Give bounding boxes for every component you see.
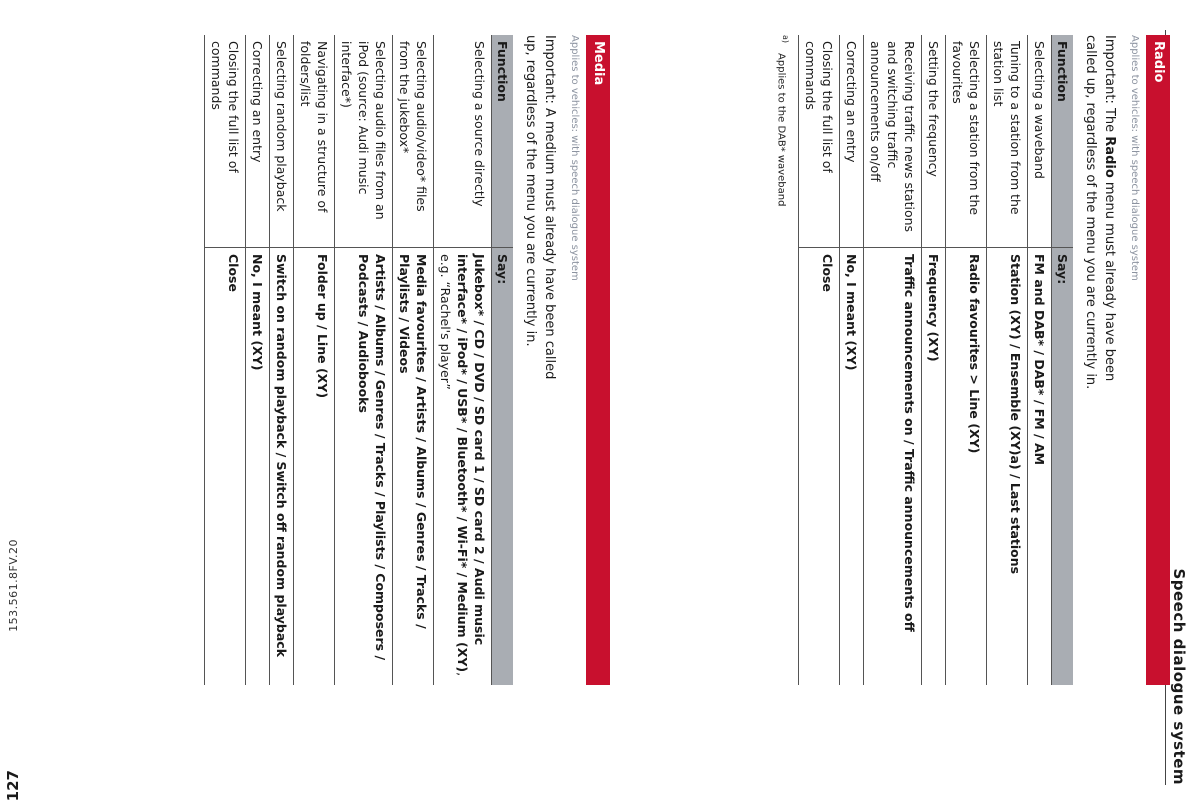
- media-say-cell: [270, 248, 294, 686]
- radio-say-cell: [1028, 248, 1052, 686]
- radio-intro: Important: The Radio menu must already have been called up, regardless of the menu you are currently in.: [1083, 35, 1117, 390]
- media-function-cell: Selecting audio/video* files from the jukebox*: [393, 35, 434, 248]
- radio-say-command: Station (XY) / Ensemble (XY)a) / Last stations: [1008, 254, 1023, 575]
- radio-say-cell: [864, 248, 922, 686]
- media-table-row: [434, 35, 492, 685]
- radio-section: [776, 35, 1170, 685]
- media-function-cell: Selecting random playback: [270, 35, 294, 248]
- media-table-header: [492, 35, 514, 685]
- media-function-cell: Selecting audio files from an iPod (source: Audi music interface*): [335, 35, 393, 248]
- radio-function-cell: Selecting a waveband: [1028, 35, 1052, 248]
- media-say-command: Switch on random playback / Switch off random playback: [274, 254, 289, 658]
- radio-say-cell: [840, 248, 864, 686]
- radio-say-command: Close: [820, 254, 835, 292]
- media-say-cell: [393, 248, 434, 686]
- radio-table-row: [840, 35, 864, 685]
- media-section: [204, 35, 610, 685]
- radio-footnote: $^{a)}$Applies to the DAB* waveband: [775, 35, 790, 207]
- radio-table-header: [1052, 35, 1074, 685]
- media-say-cell: [205, 248, 246, 686]
- chapter-title: Speech dialogue system: [1170, 568, 1188, 785]
- media-header-function: Function: [492, 35, 514, 248]
- media-say-command: Artists / Albums / Genres / Tracks / Playlists / Composers / Podcasts / Audiobooks: [356, 254, 388, 661]
- radio-say-cell: [946, 248, 987, 686]
- radio-function-cell: Receiving traffic news stations and switching traffic announcements on/off: [864, 35, 922, 248]
- media-table-row: [205, 35, 246, 685]
- media-say-command: No, I meant (XY): [250, 254, 265, 371]
- radio-table-row: [1028, 35, 1052, 685]
- media-say-command: Media favourites / Artists / Albums / Genres / Tracks / Playlists / Videos: [397, 254, 429, 629]
- media-say-command: Close: [226, 254, 241, 292]
- radio-function-cell: Tuning to a station from the station list: [987, 35, 1028, 248]
- radio-header-function: Function: [1052, 35, 1074, 248]
- radio-table: [798, 35, 1073, 685]
- document-code: 153.561.8FV.20: [7, 539, 20, 632]
- media-table-row: [294, 35, 335, 685]
- radio-intro-bold: Radio: [1102, 136, 1117, 178]
- media-section-title: Media: [586, 35, 610, 685]
- media-say-command: Jukebox* / CD / DVD / SD card 1 / SD card 2 / Audi music interface* / iPod* / USB* / Bluetooth* / Wi-Fi* / Medium (XY): [455, 254, 487, 673]
- media-function-cell: Selecting a source directly: [434, 35, 492, 248]
- media-say-cell: [246, 248, 270, 686]
- media-table-row: [246, 35, 270, 685]
- media-say-cell: [434, 248, 492, 686]
- media-table-row: [393, 35, 434, 685]
- media-table: [204, 35, 513, 685]
- radio-function-cell: Correcting an entry: [840, 35, 864, 248]
- media-say-note: , e.g. “Rachel's player”: [438, 254, 470, 677]
- radio-table-row: [799, 35, 840, 685]
- media-table-row: [335, 35, 393, 685]
- radio-function-cell: Closing the full list of commands: [799, 35, 840, 248]
- radio-say-command: No, I meant (XY): [844, 254, 859, 371]
- radio-applies: Applies to vehicles: with speech dialogue system: [1129, 35, 1140, 281]
- radio-say-command: Frequency (XY): [926, 254, 941, 362]
- radio-section-title: Radio: [1146, 35, 1170, 685]
- media-header-say: Say:: [492, 248, 514, 686]
- media-applies: Applies to vehicles: with speech dialogue system: [569, 35, 580, 281]
- radio-say-cell: [922, 248, 946, 686]
- radio-say-cell: [799, 248, 840, 686]
- media-say-cell: [335, 248, 393, 686]
- media-function-cell: Navigating in a structure of folders/list: [294, 35, 335, 248]
- page-number: 127: [4, 770, 22, 801]
- radio-say-command: Traffic announcements on / Traffic announcements off: [902, 254, 917, 632]
- radio-say-command: FM and DAB* / DAB* / FM / AM: [1032, 254, 1047, 466]
- media-table-row: [270, 35, 294, 685]
- radio-say-command: Radio favourites > Line (XY): [967, 254, 982, 454]
- radio-table-row: [864, 35, 922, 685]
- media-intro: Important: A medium must already have been called up, regardless of the menu you are currently in.: [523, 35, 557, 380]
- media-function-cell: Correcting an entry: [246, 35, 270, 248]
- media-say-cell: [294, 248, 335, 686]
- media-say-command: Folder up / Line (XY): [315, 254, 330, 399]
- radio-function-cell: Selecting a station from the favourites: [946, 35, 987, 248]
- radio-header-say: Say:: [1052, 248, 1074, 686]
- radio-table-row: [946, 35, 987, 685]
- radio-table-row: [987, 35, 1028, 685]
- radio-say-cell: [987, 248, 1028, 686]
- radio-table-row: [922, 35, 946, 685]
- media-function-cell: Closing the full list of commands: [205, 35, 246, 248]
- radio-function-cell: Setting the frequency: [922, 35, 946, 248]
